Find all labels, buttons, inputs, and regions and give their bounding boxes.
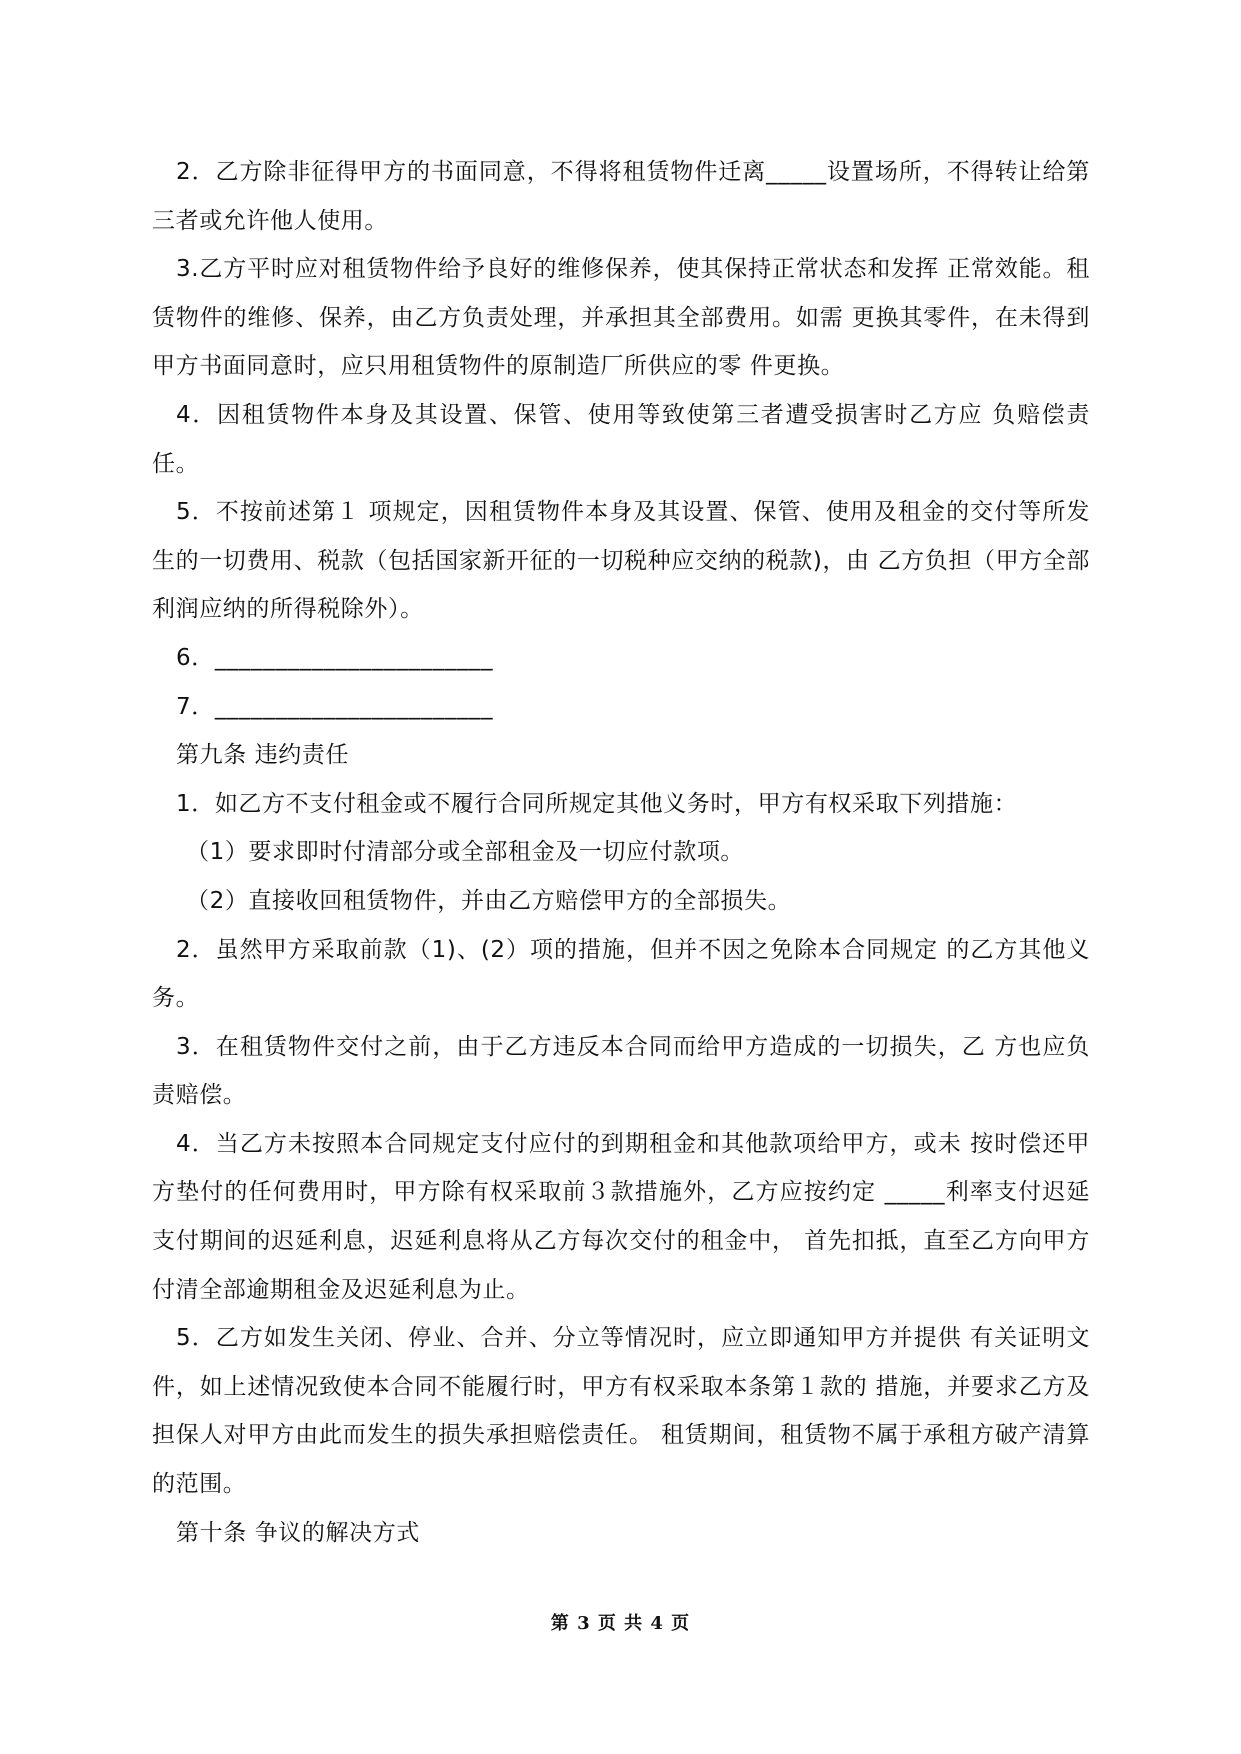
clause-paragraph: 4．因租赁物件本身及其设置、保管、使用等致使第三者遭受损害时乙方应 负赔偿责任。 [152, 401, 1090, 477]
sub-clause: （1）要求即时付清部分或全部租金及一切应付款项。 [186, 839, 745, 866]
blank-clause: 6．_______________________ [176, 644, 494, 671]
page-number-footer: 第 3 页 共 4 页 [550, 1613, 691, 1634]
blank-clause: 7．_______________________ [176, 693, 494, 720]
clause-paragraph: 3.乙方平时应对租赁物件给予良好的维修保养，使其保持正常状态和发挥 正常效能。租赁物件的维修、保养，由乙方负责处理，并承担其全部费用。如需 更换其零件，在未得到甲方书面同意时，应只用租赁物件的原制造厂所供应的零 件更换。 [152, 256, 1090, 380]
clause-paragraph: 3．在租赁物件交付之前，由于乙方违反本合同而给甲方造成的一切损失，乙 方也应负责赔偿。 [152, 1033, 1090, 1109]
clause-paragraph: 5．不按前述第１ 项规定，因租赁物件本身及其设置、保管、使用及租金的交付等所发生的一切费用、税款（包括国家新开征的一切税种应交纳的税款)，由 乙方负担（甲方全部利润应纳的所得税除外）。 [152, 499, 1090, 623]
clause-paragraph: 2．乙方除非征得甲方的书面同意，不得将租赁物件迁离_____设置场所，不得转让给第三者或允许他人使用。 [152, 159, 1090, 234]
clause-paragraph: 2．虽然甲方采取前款（1)、(2）项的措施，但并不因之免除本合同规定 的乙方其他义务。 [152, 936, 1090, 1012]
sub-clause: （2）直接收回租赁物件，并由乙方赔偿甲方的全部损失。 [186, 887, 792, 914]
clause-paragraph: 1．如乙方不支付租金或不履行合同所规定其他义务时，甲方有权采取下列措施： [176, 790, 1018, 817]
article-heading: 第九条 违约责任 [176, 742, 350, 769]
article-heading: 第十条 争议的解决方式 [176, 1519, 420, 1546]
contract-body [152, 148, 1090, 1557]
clause-paragraph: 5．乙方如发生关闭、停业、合并、分立等情况时，应立即通知甲方并提供 有关证明文件，如上述情况致使本合同不能履行时，甲方有权采取本条第１款的 措施，并要求乙方及担保人对甲方由此而发生的损失承担赔偿责任。 租赁期间，租赁物不属于承租方破产清算的范围。 [152, 1325, 1090, 1498]
clause-paragraph: 4．当乙方未按照本合同规定支付应付的到期租金和其他款项给甲方，或未 按时偿还甲方垫付的任何费用时，甲方除有权采取前３款措施外，乙方应按约定 _____利率支付迟延支付期间的迟延利息，迟延利息将从乙方每次交付的租金中， 首先扣抵，直至乙方向甲方付清全部逾期租金及迟延利息为止。 [152, 1130, 1090, 1303]
